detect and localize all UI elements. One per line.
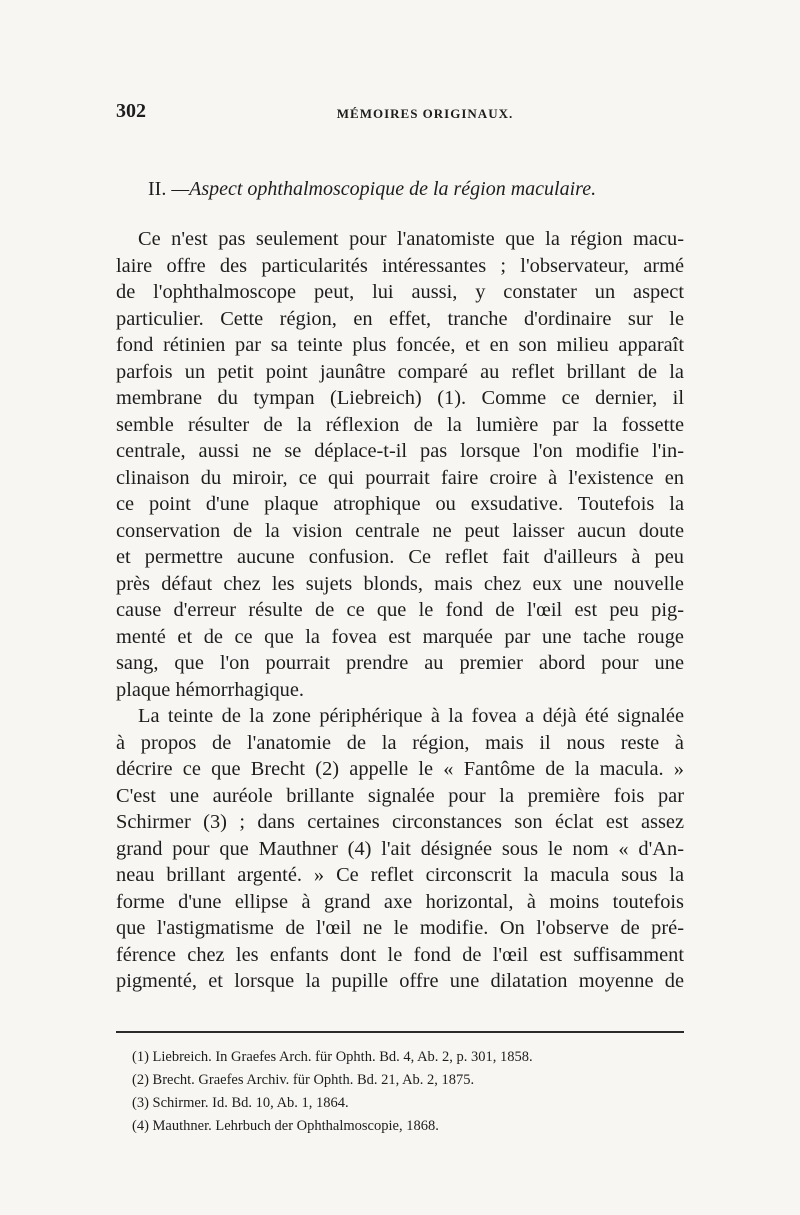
section-title: —Aspect ophthalmoscopique de la région maculaire.: [171, 178, 597, 200]
body-line: conservation de la vision centrale ne peut laisser aucun doute: [116, 519, 684, 542]
section-number: II.: [148, 178, 167, 200]
body-line: laire offre des particularités intéressantes ; l'observateur, armé: [116, 254, 684, 277]
body-line: sang, que l'on pourrait prendre au premier abord pour une: [116, 652, 684, 674]
body-line: La teinte de la zone périphérique à la fovea a déjà été signalée: [138, 705, 684, 727]
body-line: pigmenté, et lorsque la pupille offre une dilatation moyenne de: [116, 970, 684, 992]
section-heading: [148, 178, 688, 201]
body-line: neau brillant argenté. » Ce reflet circonscrit la macula sous la: [116, 864, 684, 886]
body-line: menté et de ce que la fovea est marquée par une tache rouge: [116, 625, 684, 648]
body-line: clinaison du miroir, ce qui pourrait faire croire à l'existence en: [116, 466, 684, 489]
footnotes: [132, 1046, 692, 1138]
body-line: membrane du tympan (Liebreich) (1). Comme ce dernier, il: [116, 387, 684, 409]
body-line: fond rétinien par sa teinte plus foncée, et en son milieu apparaît: [116, 334, 684, 356]
footnote: (2) Brecht. Graefes Archiv. für Ophth. Bd. 21, Ab. 2, 1875.: [132, 1072, 475, 1088]
running-title: MÉMOIRES ORIGINAUX.: [336, 106, 514, 121]
body-line: Ce n'est pas seulement pour l'anatomiste que la région macu-: [138, 228, 684, 250]
body-line: grand pour que Mauthner (4) l'ait désignée sous le nom « d'An-: [116, 837, 684, 860]
page-header: [116, 100, 684, 130]
body-line: forme d'une ellipse à grand axe horizontal, à moins toutefois: [116, 890, 684, 913]
body-line: et permettre aucune confusion. Ce reflet fait d'ailleurs à peu: [116, 546, 684, 568]
body-line: férence chez les enfants dont le fond de l'œil est suffisamment: [116, 943, 684, 966]
body-line: C'est une auréole brillante signalée pour la première fois par: [116, 784, 684, 807]
body-line: cause d'erreur résulte de ce que le fond de l'œil est peu pig-: [116, 599, 684, 621]
footnote: (1) Liebreich. In Graefes Arch. für Ophth. Bd. 4, Ab. 2, p. 301, 1858.: [132, 1049, 533, 1065]
body-line: centrale, aussi ne se déplace-t-il pas lorsque l'on modifie l'in-: [116, 440, 684, 462]
body-line: semble résulter de la réflexion de la lumière par la fossette: [116, 413, 684, 436]
body-line: de l'ophthalmoscope peut, lui aussi, y constater un aspect: [116, 281, 684, 303]
body-line: Schirmer (3) ; dans certaines circonstances son éclat est assez: [116, 811, 684, 833]
body-line: décrire ce que Brecht (2) appelle le « Fantôme de la macula. »: [116, 758, 684, 780]
body-line: parfois un petit point jaunâtre comparé au reflet brillant de la: [116, 360, 684, 383]
footnote: (4) Mauthner. Lehrbuch der Ophthalmoscopie, 1868.: [132, 1118, 439, 1134]
body-line: plaque hémorrhagique.: [116, 678, 304, 701]
footnote: (3) Schirmer. Id. Bd. 10, Ab. 1, 1864.: [132, 1095, 349, 1111]
body-line: près défaut chez les sujets blonds, mais chez eux une nouvelle: [116, 572, 684, 595]
body-line: particulier. Cette région, en effet, tranche d'ordinaire sur le: [116, 307, 684, 330]
body-line: que l'astigmatisme de l'œil ne le modifie. On l'observe de pré-: [116, 917, 684, 939]
body-text: [116, 226, 684, 995]
body-line: à propos de l'anatomie de la région, mais il nous reste à: [116, 731, 684, 754]
page-number: 302: [116, 100, 146, 122]
footnote-divider: [116, 1031, 684, 1033]
body-line: ce point d'une plaque atrophique ou exsudative. Toutefois la: [116, 493, 684, 515]
